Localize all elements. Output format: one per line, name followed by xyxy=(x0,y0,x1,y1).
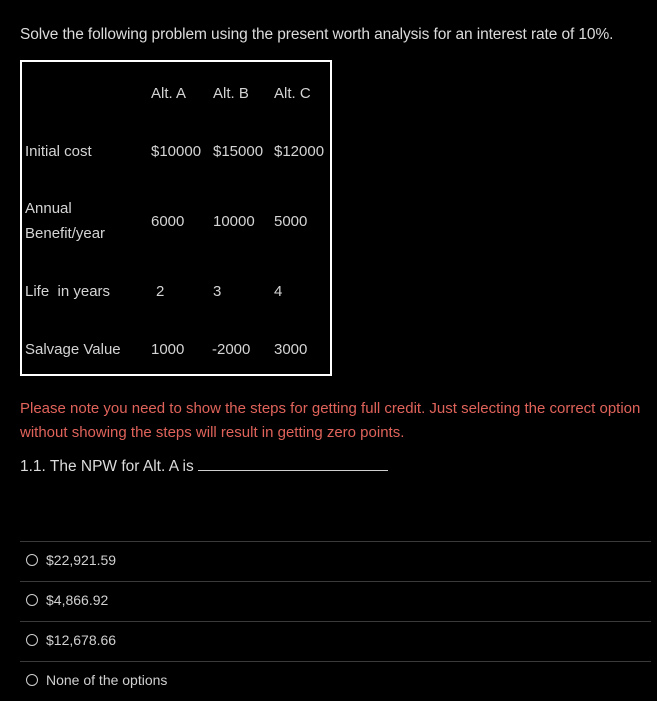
row-label-benefit-year: Benefit/year xyxy=(25,225,106,242)
radio-icon[interactable] xyxy=(26,674,38,686)
radio-icon[interactable] xyxy=(26,554,38,566)
cell-salvage-c: 3000 xyxy=(274,341,308,358)
subquestion-text: 1.1. The NPW for Alt. A is xyxy=(20,458,194,475)
header-alt-c: Alt. C xyxy=(274,85,311,102)
cell-salvage-b: -2000 xyxy=(212,341,251,358)
cell-life-b: 3 xyxy=(213,283,222,300)
option-4[interactable] xyxy=(20,661,651,701)
row-label-initial-cost: Initial cost xyxy=(25,143,92,160)
header-alt-a: Alt. A xyxy=(151,85,187,102)
answer-options xyxy=(20,541,651,701)
option-label: $22,921.59 xyxy=(46,552,117,568)
cell-initial-cost-a: $10000 xyxy=(151,143,202,160)
row-label-salvage: Salvage Value xyxy=(25,341,121,358)
cell-life-a: 2 xyxy=(156,283,165,300)
cell-annual-benefit-a: 6000 xyxy=(151,213,185,230)
data-table xyxy=(20,60,332,376)
option-3[interactable] xyxy=(20,621,651,661)
row-label-life: Life in years xyxy=(25,283,111,300)
cell-initial-cost-c: $12000 xyxy=(274,143,325,160)
cell-salvage-a: 1000 xyxy=(151,341,185,358)
subquestion-line xyxy=(20,458,388,476)
header-alt-b: Alt. B xyxy=(213,85,249,102)
option-1[interactable] xyxy=(20,541,651,581)
option-label: $4,866.92 xyxy=(46,592,109,608)
option-label: $12,678.66 xyxy=(46,632,117,648)
cell-annual-benefit-c: 5000 xyxy=(274,213,308,230)
cell-annual-benefit-b: 10000 xyxy=(213,213,255,230)
radio-icon[interactable] xyxy=(26,634,38,646)
answer-blank xyxy=(198,470,388,471)
row-label-annual: Annual xyxy=(25,200,72,217)
option-2[interactable] xyxy=(20,581,651,621)
question-text: Solve the following problem using the present worth analysis for an interest rate of 10%. xyxy=(20,26,614,43)
cell-initial-cost-b: $15000 xyxy=(213,143,264,160)
cell-life-c: 4 xyxy=(274,283,283,300)
credit-note: Please note you need to show the steps for getting full credit. Just selecting the correct option without showing the steps will result in getting zero points. xyxy=(20,400,641,441)
radio-icon[interactable] xyxy=(26,594,38,606)
option-label: None of the options xyxy=(46,672,168,688)
